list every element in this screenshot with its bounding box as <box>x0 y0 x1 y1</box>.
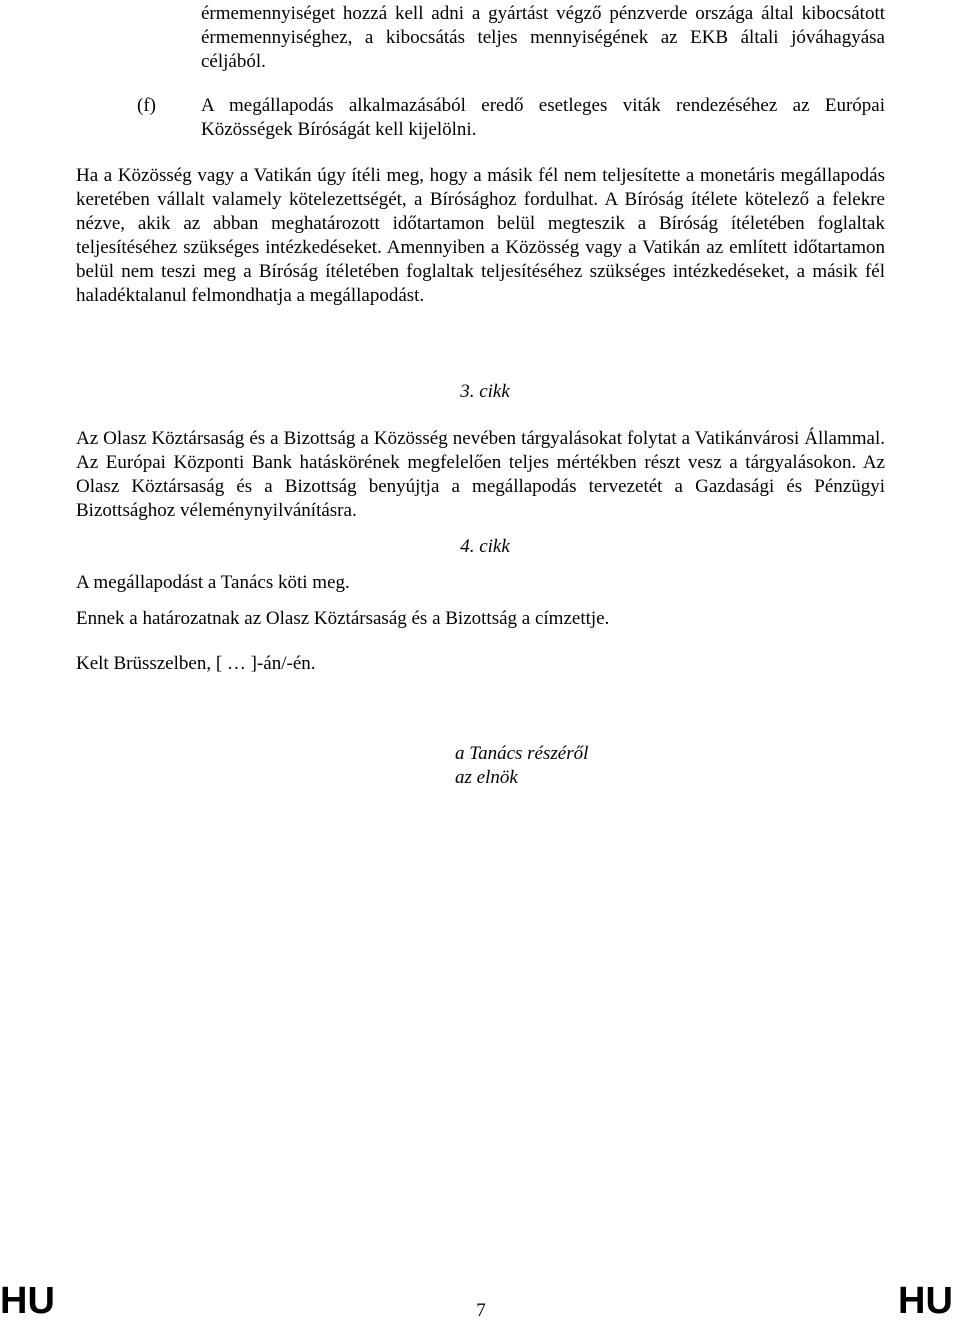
article-3-heading: 3. cikk <box>460 381 510 402</box>
done-at-line: Kelt Brüsszelben, [ … ]-án/-én. <box>76 653 316 674</box>
item-f-text: A megállapodás alkalmazásából eredő esetleges viták rendezéséhez az Európai Közösségek Bíróságát kell kijelölni. <box>201 95 885 140</box>
article-4-heading: 4. cikk <box>460 536 510 557</box>
footer-language-right: HU <box>898 1280 953 1322</box>
article-4-text: A megállapodást a Tanács köti meg. <box>76 572 350 593</box>
footer-page-number: 7 <box>476 1300 486 1321</box>
dispute-paragraph: Ha a Közösség vagy a Vatikán úgy ítéli meg, hogy a másik fél nem teljesítette a monetáris megállapodás keretében vállalt valamely kötelezettségét, a Bírósághoz fordulhat. A Bíróság ítélete kötelező a felekre nézve, akik az abban meghatározott időtartamon belül megteszik a Bíróság ítéletében foglaltak teljesítéséhez szükséges intézkedéseket. Amennyiben a Közösség vagy a Vatikán az említett időtartamon belül nem teszi meg a Bíróság ítéletében foglaltak teljesítéséhez szükséges intézkedéseket, a másik fél haladéktalanul felmondhatja a megállapodást. <box>76 165 885 306</box>
article-3-text: Az Olasz Köztársaság és a Bizottság a Közösség nevében tárgyalásokat folytat a Vatikánvárosi Állammal. Az Európai Központi Bank hatáskörének megfelelően teljes mértékben részt vesz a tárgyalásokon. Az Olasz Köztársaság és a Bizottság benyújtja a megállapodás tervezetét a Gazdasági és Pénzügyi Bizottsághoz véleménynyilvánításra. <box>76 428 885 521</box>
item-e-continuation: érmemennyiséget hozzá kell adni a gyártást végző pénzverde országa által kibocsátott érmemennyiséghez, a kibocsátás teljes mennyiségének az EKB általi jóváhagyása céljából. <box>201 3 885 72</box>
footer-language-left: HU <box>0 1280 55 1322</box>
signature-line-council: a Tanács részéről <box>455 743 589 764</box>
item-f-marker: (f) <box>137 95 156 116</box>
signature-line-president: az elnök <box>455 767 518 788</box>
addressees-paragraph: Ennek a határozatnak az Olasz Köztársaság és a Bizottság a címzettje. <box>76 608 610 629</box>
